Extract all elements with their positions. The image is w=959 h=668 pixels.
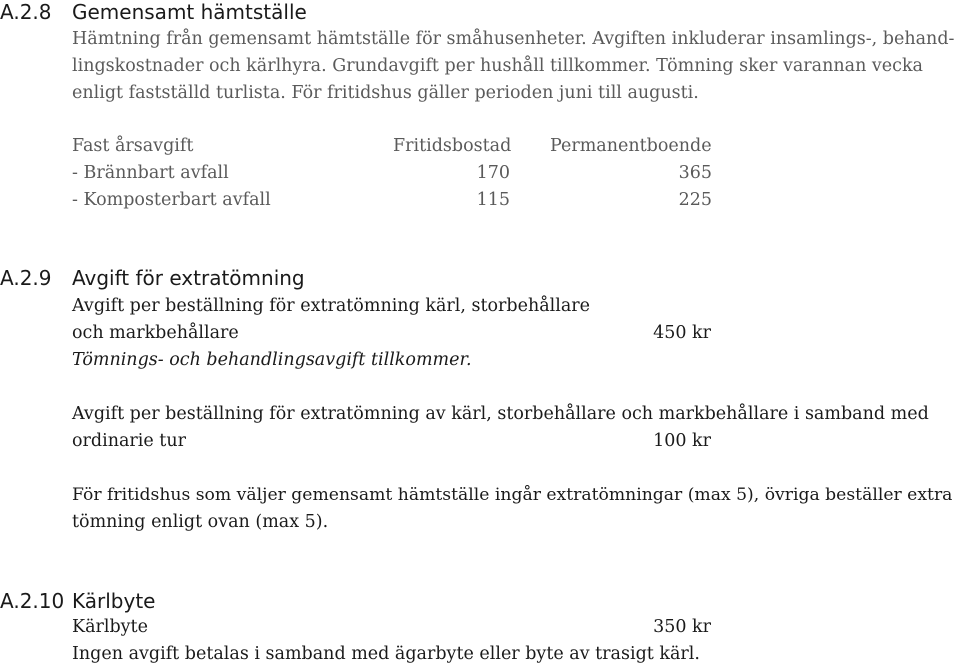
fee-item-note: Tömnings- och behandlingsavgift tillkommer. bbox=[72, 350, 472, 370]
section-number-a28: A.2.8 bbox=[0, 0, 52, 24]
fee-item-text: Kärlbyte bbox=[72, 617, 148, 637]
fee-item-text: ordinarie tur bbox=[72, 431, 186, 451]
table-cell-value: 225 bbox=[678, 190, 712, 210]
table-cell-label: - Komposterbart avfall bbox=[72, 190, 271, 210]
fee-item-price: 100 kr bbox=[653, 431, 711, 451]
table-cell-value: 115 bbox=[476, 190, 510, 210]
table-cell-value: 170 bbox=[476, 163, 510, 183]
section-title-a28: Gemensamt hämtställe bbox=[72, 0, 307, 24]
fee-item-text: och markbehållare bbox=[72, 323, 239, 343]
section-number-a210: A.2.10 bbox=[0, 589, 65, 613]
section-number-a29: A.2.9 bbox=[0, 266, 52, 290]
section-title-a210: Kärlbyte bbox=[72, 589, 156, 613]
paragraph-line: Hämtning från gemensamt hämtställe för småhusenheter. Avgiften inkluderar insamlings-, behand- bbox=[72, 29, 955, 49]
table-header: Permanentboende bbox=[550, 136, 712, 156]
fee-item-text: Avgift per beställning för extratömning kärl, storbehållare bbox=[72, 296, 590, 316]
fee-item-text: tömning enligt ovan (max 5). bbox=[72, 512, 329, 532]
fee-item-price: 450 kr bbox=[653, 323, 711, 343]
fee-item-note: Ingen avgift betalas i samband med ägarbyte eller byte av trasigt kärl. bbox=[72, 644, 700, 664]
table-header: Fast årsavgift bbox=[72, 136, 194, 156]
paragraph-line: enligt fastställd turlista. För fritidshus gäller perioden juni till augusti. bbox=[72, 83, 699, 103]
table-cell-label: - Brännbart avfall bbox=[72, 163, 229, 183]
fee-item-text: Avgift per beställning för extratömning av kärl, storbehållare och markbehållare i samband med bbox=[72, 404, 929, 424]
paragraph-line: lingskostnader och kärlhyra. Grundavgift per hushåll tillkommer. Tömning sker varannan vecka bbox=[72, 56, 923, 76]
table-cell-value: 365 bbox=[678, 163, 712, 183]
fee-item-text: För fritidshus som väljer gemensamt hämtställe ingår extratömningar (max 5), övriga beställer extra bbox=[72, 485, 953, 505]
table-header: Fritidsbostad bbox=[393, 136, 512, 156]
fee-item-price: 350 kr bbox=[653, 617, 711, 637]
section-title-a29: Avgift för extratömning bbox=[72, 266, 305, 290]
